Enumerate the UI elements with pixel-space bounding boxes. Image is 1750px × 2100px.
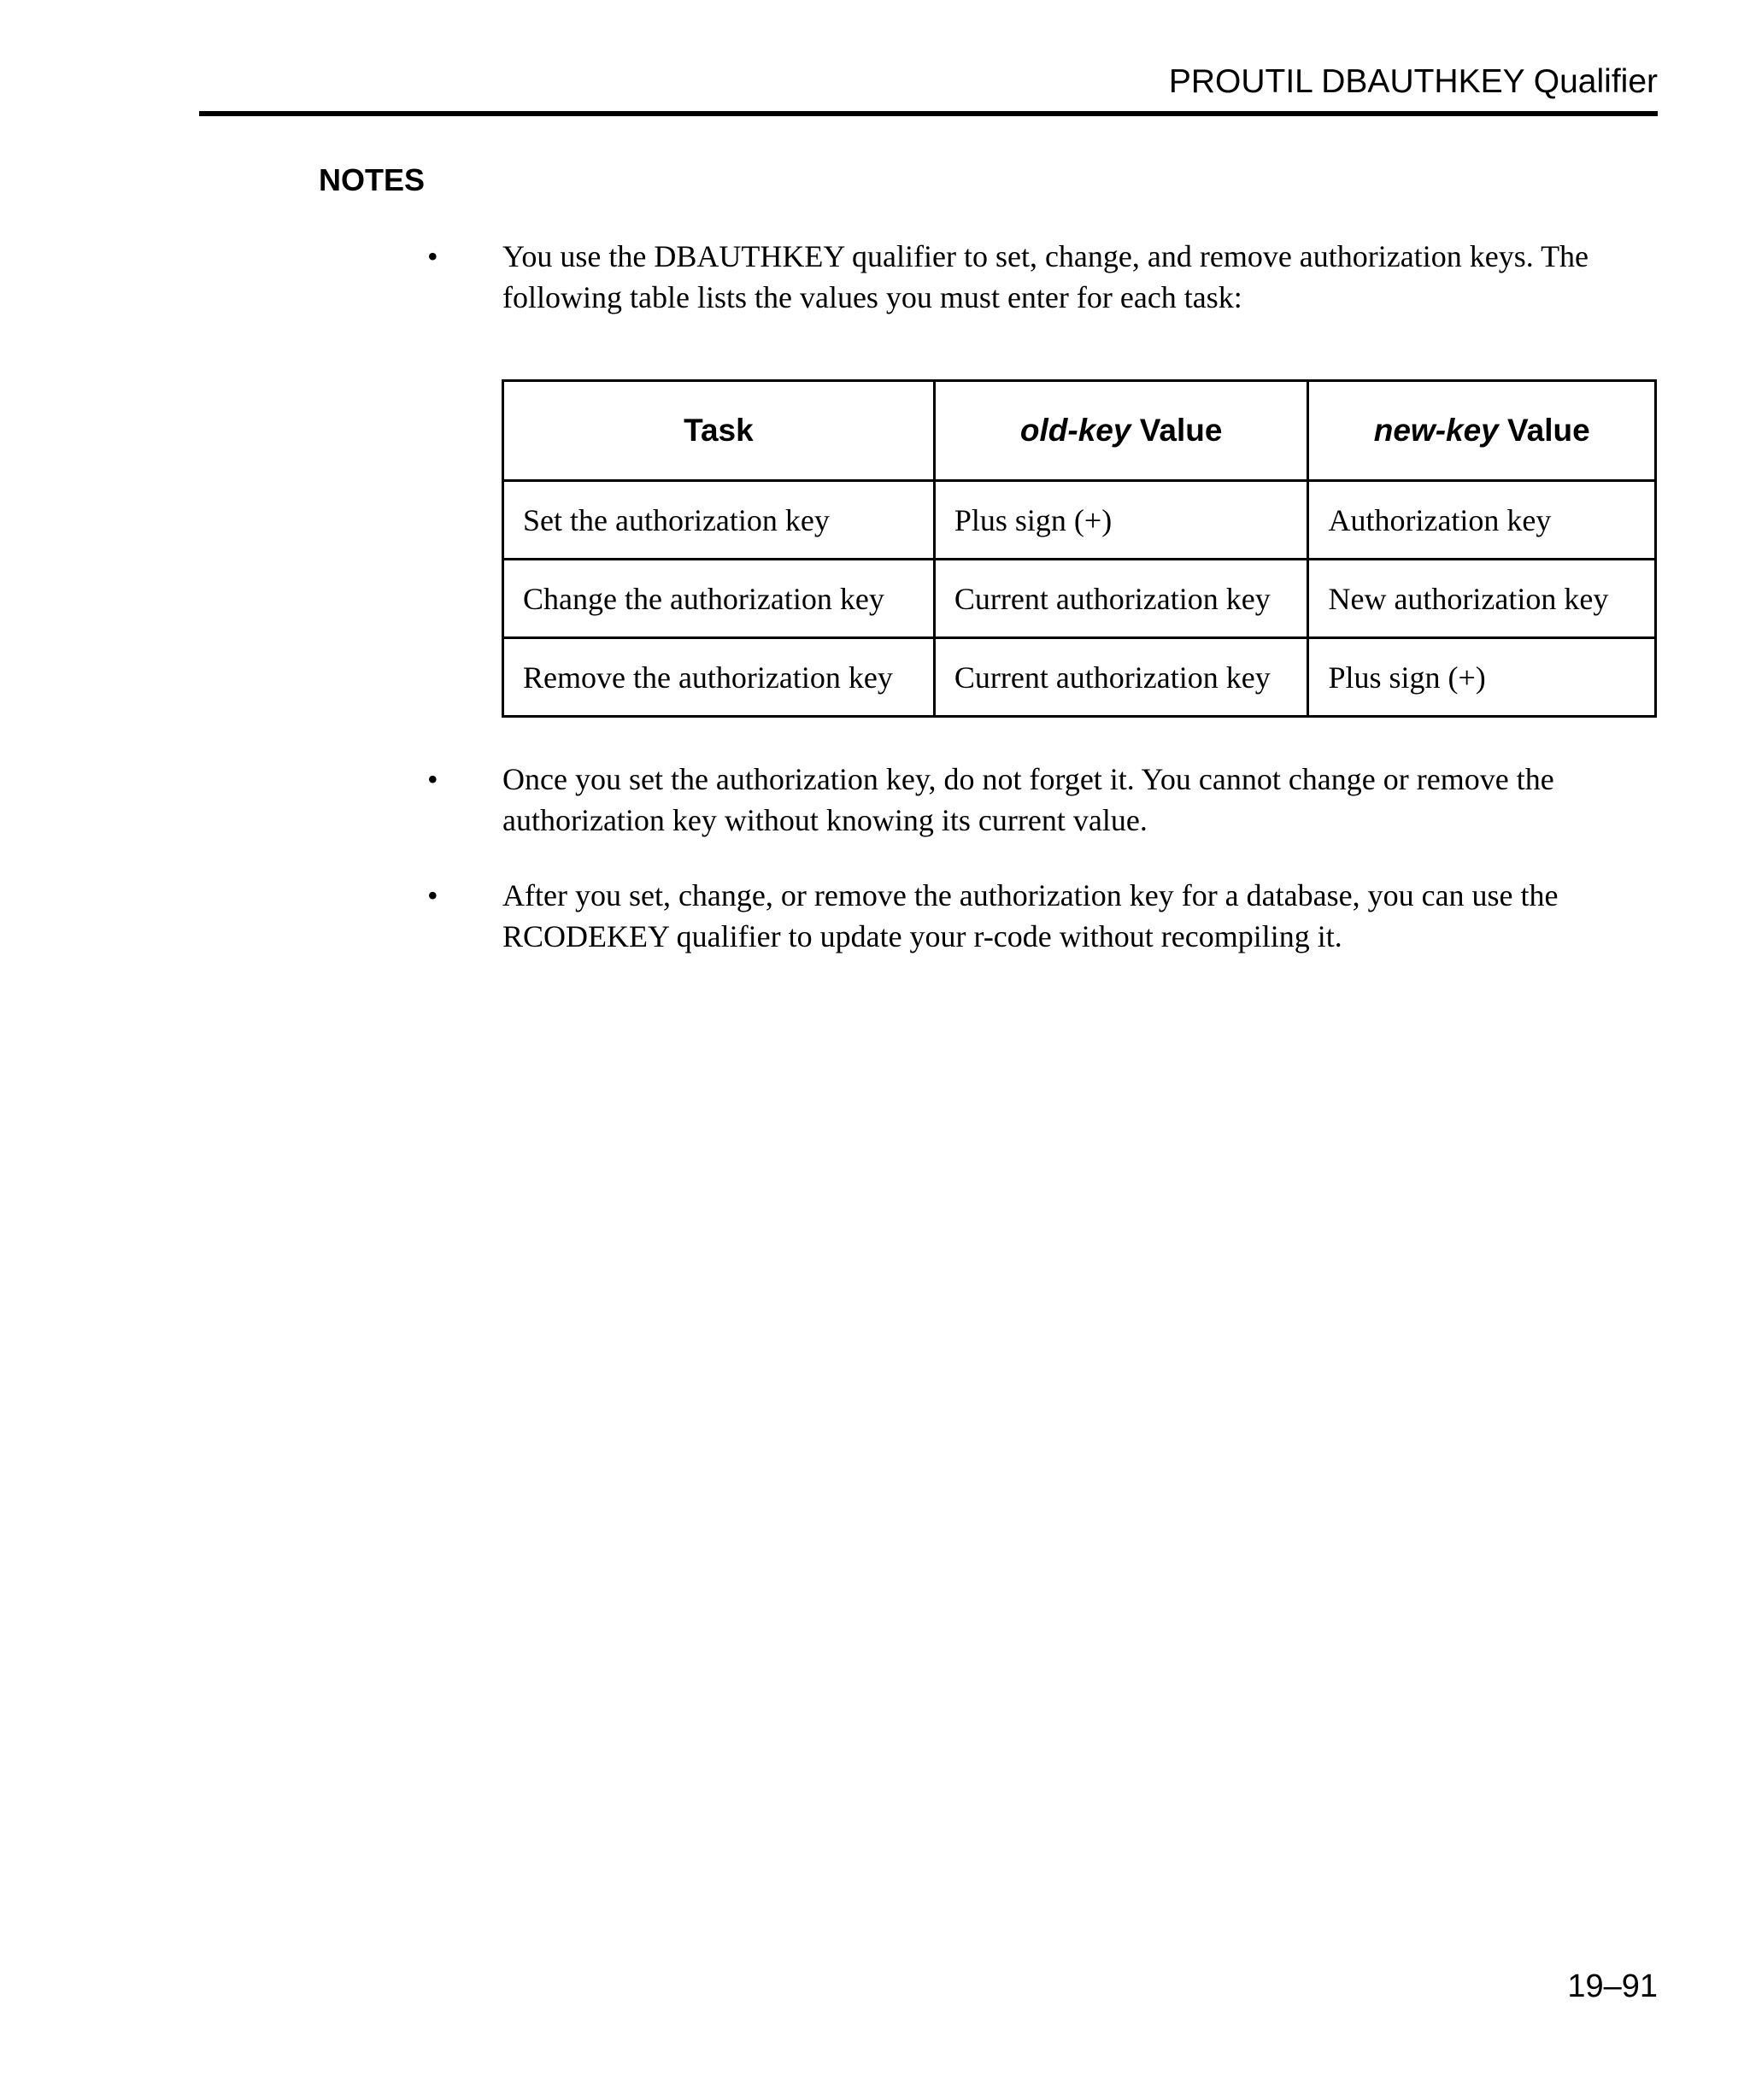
table-row [503,560,1656,638]
table-cell: Plus sign (+) [1308,638,1656,717]
header-text-part: Task [684,413,754,448]
column-header-old-key-value [934,381,1308,481]
header-italic-part: old-key [1019,413,1131,448]
table-cell: Remove the authorization key [503,638,935,717]
table-header-row [503,381,1656,481]
table-row [503,481,1656,560]
note-text: You use the DBAUTHKEY qualifier to set, change, and remove authorization keys. The following table lists the values you must enter for each task: [502,239,1589,314]
note-text: Once you set the authorization key, do not forget it. You cannot change or remove the authorization key without knowing its current value. [502,762,1554,837]
page-number: 19–91 [1567,1968,1658,2004]
bullet-icon: • [427,239,438,273]
header-text-part: Value [1130,413,1223,448]
bullet-icon: • [427,878,438,912]
bullet-icon: • [427,762,438,796]
header-text-part: Value [1498,413,1590,448]
authorization-key-table [502,379,1657,718]
table-cell: Change the authorization key [503,560,935,638]
notes-heading: NOTES [319,162,426,197]
table-cell: Current authorization key [934,560,1308,638]
note-text: After you set, change, or remove the authorization key for a database, you can use the RCODEKEY qualifier to update your r-code without recompiling it. [502,878,1559,953]
table-cell: Plus sign (+) [934,481,1308,560]
table-cell: New authorization key [1308,560,1656,638]
header-rule [199,111,1658,116]
table-row [503,638,1656,717]
table-cell: Authorization key [1308,481,1656,560]
header-italic-part: new-key [1373,413,1499,448]
column-header-task [503,381,935,481]
column-header-new-key-value [1308,381,1656,481]
table-cell: Current authorization key [934,638,1308,717]
running-header-title: PROUTIL DBAUTHKEY Qualifier [1168,63,1658,100]
table-cell: Set the authorization key [503,481,935,560]
